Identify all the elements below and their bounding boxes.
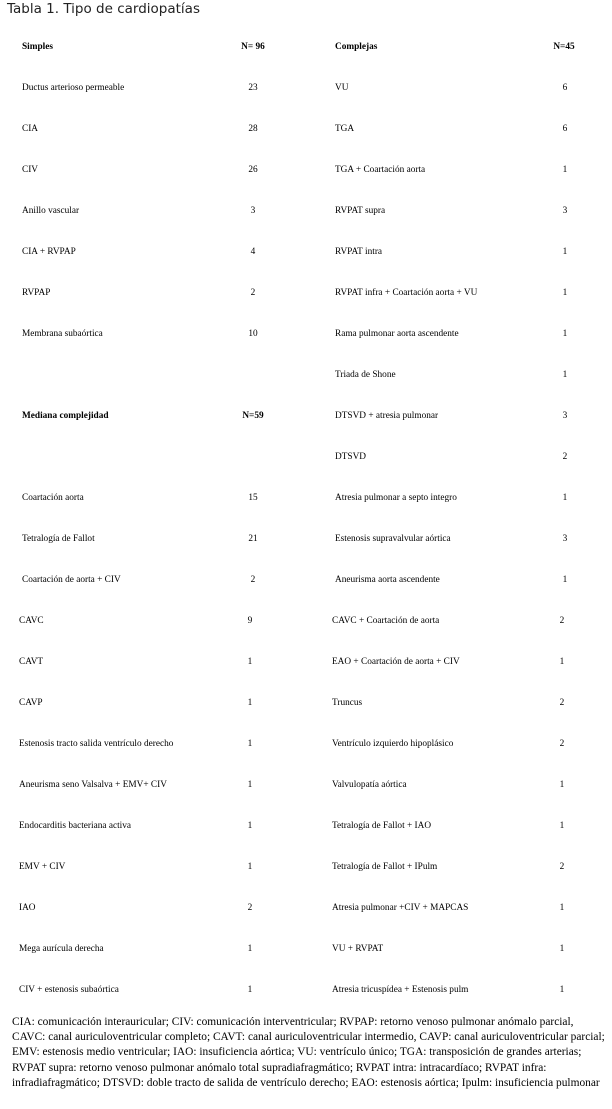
medium-row-value: 15 — [248, 493, 258, 503]
simple-row-label: RVPAP — [22, 288, 51, 298]
complex-row-label: VU + RVPAT — [332, 944, 384, 954]
complex-row-value: 3 — [562, 411, 568, 421]
complex-row-value: 1 — [559, 985, 565, 995]
complex-row-value: 1 — [562, 329, 568, 339]
complex-row-value: 2 — [562, 452, 568, 462]
medium-row-label: EMV + CIV — [19, 862, 66, 872]
complex-row-value: 2 — [559, 862, 565, 872]
complex-count: N=45 — [553, 42, 575, 52]
medium-row-label: IAO — [19, 903, 36, 913]
complex-row-label: Tetralogía de Fallot + IPulm — [332, 862, 438, 872]
complex-row-label: Tetralogía de Fallot + IAO — [332, 821, 432, 831]
simple-row-value: 3 — [250, 206, 256, 216]
complex-row-label: VU — [335, 83, 349, 93]
simple-row-value: 10 — [248, 329, 258, 339]
complex-row-label: CAVC + Coartación de aorta — [332, 616, 440, 626]
complex-row-label: TGA + Coartación aorta — [335, 165, 426, 175]
complex-row-value: 1 — [559, 903, 565, 913]
medium-header: Mediana complejidad — [22, 411, 109, 421]
medium-row-label: Aneurisma seno Valsalva + EMV+ CIV — [19, 780, 167, 790]
complex-row-label: Atresia pulmonar a septo integro — [335, 493, 457, 503]
simple-row-value: 2 — [250, 288, 256, 298]
simple-row-label: Membrana subaórtica — [22, 329, 103, 339]
medium-row-label: CAVC — [19, 616, 44, 626]
simple-count: N= 96 — [241, 42, 265, 52]
complex-row-label: Rama pulmonar aorta ascendente — [335, 329, 459, 339]
complex-row-label: Atresia pulmonar +CIV + MAPCAS — [332, 903, 469, 913]
complex-row-value: 1 — [562, 493, 568, 503]
complex-row-label: RVPAT supra — [335, 206, 386, 216]
complex-row-value: 1 — [562, 370, 568, 380]
medium-row-value: 9 — [247, 616, 253, 626]
complex-row-value: 2 — [559, 739, 565, 749]
complex-row-value: 2 — [559, 698, 565, 708]
medium-row-label: Coartación aorta — [22, 493, 84, 503]
complex-row-value: 1 — [559, 821, 565, 831]
medium-row-label: Coartación de aorta + CIV — [22, 575, 121, 585]
medium-row-value: 1 — [247, 862, 253, 872]
complex-row-label: Aneurisma aorta ascendente — [335, 575, 440, 585]
medium-row-label: CIV + estenosis subaórtica — [19, 985, 119, 995]
simple-row-label: Anillo vascular — [22, 206, 80, 216]
simple-row-label: Ductus arterioso permeable — [22, 83, 125, 93]
simple-header: Simples — [22, 42, 53, 52]
medium-row-value: 1 — [247, 698, 253, 708]
medium-row-label: Estenosis tracto salida ventrículo derecho — [19, 739, 174, 749]
medium-row-value: 1 — [247, 657, 253, 667]
simple-row-value: 26 — [248, 165, 258, 175]
complex-row-value: 3 — [562, 534, 568, 544]
complex-row-label: Estenosis supravalvular aórtica — [335, 534, 451, 544]
complex-row-label: RVPAT intra — [335, 247, 383, 257]
complex-row-label: DTSVD — [335, 452, 366, 462]
complex-row-label: DTSVD + atresia pulmonar — [335, 411, 439, 421]
medium-row-value: 1 — [247, 739, 253, 749]
complex-row-label: Atresia tricuspídea + Estenosis pulm — [332, 985, 469, 995]
complex-row-label: Triada de Shone — [335, 370, 396, 380]
complex-row-label: Truncus — [332, 698, 363, 708]
complex-row-label: EAO + Coartación de aorta + CIV — [332, 657, 460, 667]
medium-row-value: 2 — [250, 575, 256, 585]
complex-row-value: 1 — [559, 944, 565, 954]
complex-row-value: 2 — [559, 616, 565, 626]
medium-row-value: 1 — [247, 985, 253, 995]
complex-row-value: 1 — [559, 780, 565, 790]
medium-row-label: Endocarditis bacteriana activa — [19, 821, 132, 831]
complex-row-label: Valvulopatía aórtica — [332, 780, 407, 790]
medium-row-value: 1 — [247, 821, 253, 831]
complex-row-value: 1 — [562, 165, 568, 175]
medium-row-value: 2 — [247, 903, 253, 913]
medium-row-label: CAVP — [19, 698, 43, 708]
complex-row-label: Ventrículo izquierdo hipoplásico — [332, 739, 454, 749]
complex-row-value: 3 — [562, 206, 568, 216]
simple-row-label: CIA + RVPAP — [22, 247, 76, 257]
simple-row-label: CIA — [22, 124, 39, 134]
complex-row-value: 1 — [559, 657, 565, 667]
medium-row-value: 1 — [247, 944, 253, 954]
footnote: CIA: comunicación interauricular; CIV: comunicación interventricular; RVPAP: retorno venoso pulmonar anómalo parcial, CAVC: canal auriculoventricular completo; CAVT: canal auriculoventricular intermedio, CAVP: canal auriculoventricular parcial; EMV: estenosis medio ventricular; IAO: insuficiencia aórtica; VU: ventrículo único; TGA: transposición de grandes arterias; RVPAT supra: retorno venoso pulmonar anómalo total supradiafragmático; RVPAT intra: intracardíaco; RVPAT infra: infradiafragmático; DTSVD: doble tracto de salida de ventrículo derecho; EAO: estenosis aórtica; Ipulm: insuficiencia pulmonar — [12, 1016, 605, 1089]
simple-row-value: 28 — [248, 124, 258, 134]
medium-row-label: CAVT — [19, 657, 44, 667]
simple-row-value: 23 — [248, 83, 258, 93]
medium-row-value: 21 — [248, 534, 258, 544]
complex-row-value: 6 — [562, 83, 568, 93]
complex-row-label: TGA — [335, 124, 355, 134]
table-title: Tabla 1. Tipo de cardiopatías — [7, 1, 200, 17]
simple-row-label: CIV — [22, 165, 39, 175]
complex-row-value: 1 — [562, 575, 568, 585]
medium-row-label: Mega aurícula derecha — [19, 944, 104, 954]
medium-row-label: Tetralogía de Fallot — [22, 534, 95, 544]
complex-row-value: 6 — [562, 124, 568, 134]
complex-row-label: RVPAT infra + Coartación aorta + VU — [335, 288, 478, 298]
simple-row-value: 4 — [250, 247, 256, 257]
medium-row-value: 1 — [247, 780, 253, 790]
complex-row-value: 1 — [562, 247, 568, 257]
medium-count: N=59 — [242, 411, 264, 421]
complex-row-value: 1 — [562, 288, 568, 298]
complex-header: Complejas — [335, 42, 378, 52]
